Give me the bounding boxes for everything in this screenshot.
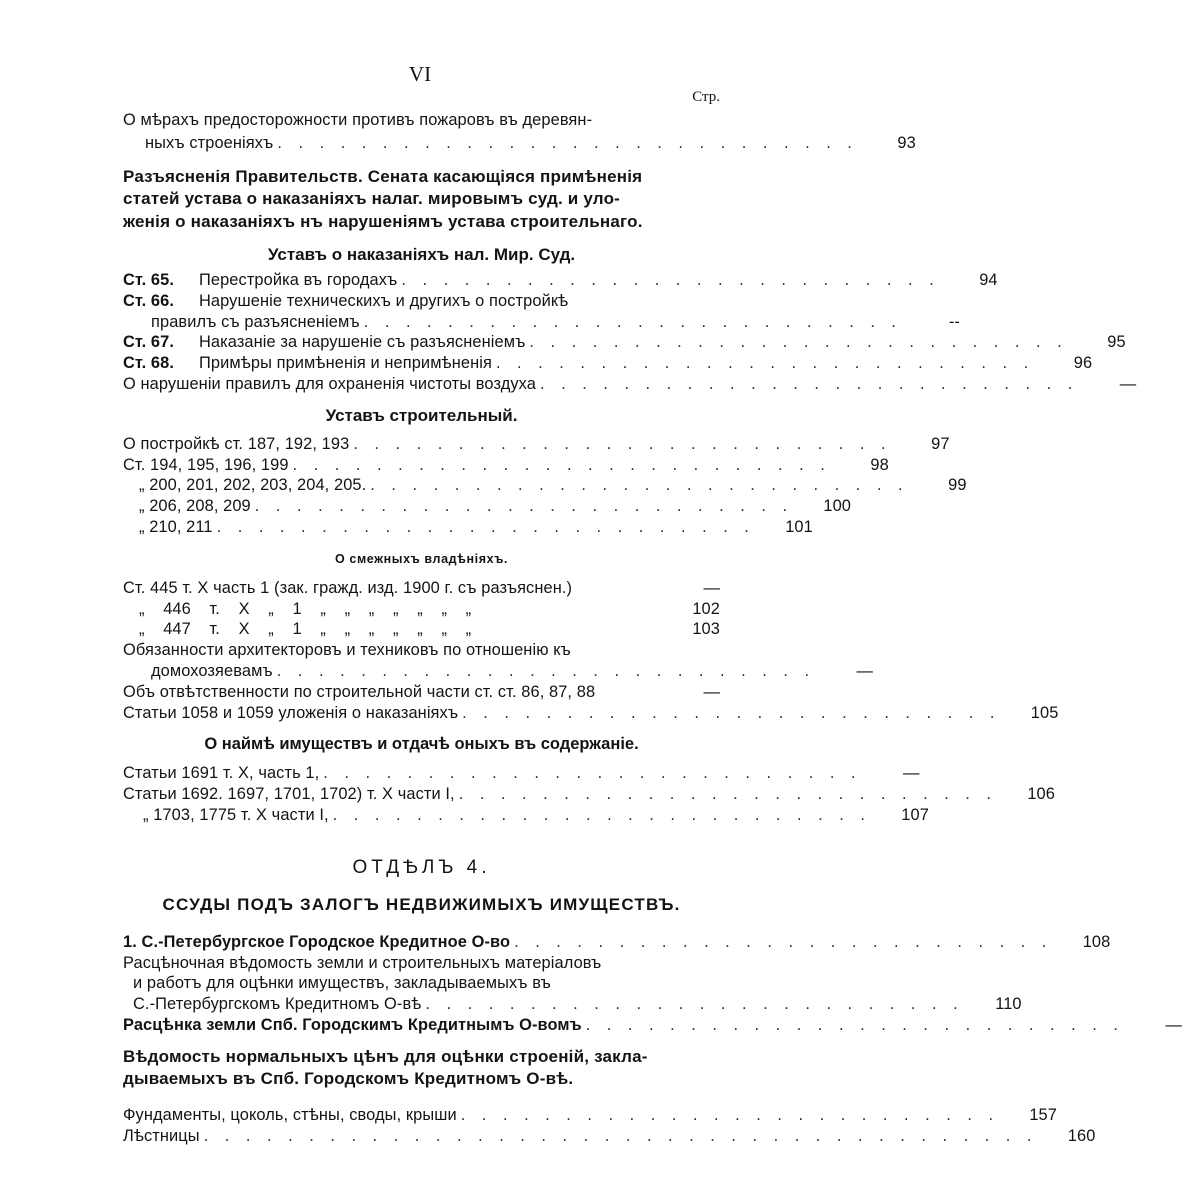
toc-entry-text: „ 206, 208, 209 bbox=[139, 497, 251, 516]
toc-entry-text: Статьи 1692. 1697, 1701, 1702) т. X части I, bbox=[123, 785, 455, 804]
leader-dots: . . . . . . . . . . . . . . . . . . . . . . . . . . bbox=[514, 932, 1053, 951]
toc-entry-text: Фундаменты, цоколь, стѣны, своды, крыши bbox=[123, 1105, 457, 1124]
leader-dots: . . . . . . . . . . . . . . . . . . . . . . . . . . bbox=[370, 476, 909, 495]
article-number: Ст. 66. bbox=[123, 291, 175, 310]
page-ref: 106 bbox=[1027, 785, 1055, 804]
toc-entry-text: домохозяевамъ bbox=[151, 662, 273, 681]
section-title-otdel: ОТДѢЛЪ 4. bbox=[352, 856, 491, 878]
page-ref: — bbox=[703, 682, 720, 701]
page-ref: — bbox=[1165, 1016, 1182, 1035]
toc-entry-text: Объ отвѣтственности по строительной части ст. ст. 86, 87, 88 bbox=[123, 682, 596, 701]
section-subtitle-ssudy: ССУДЫ ПОДЪ ЗАЛОГЪ НЕДВИЖИМЫХЪ ИМУЩЕСТВЪ. bbox=[162, 894, 681, 914]
toc-entry-text: Расцѣночная вѣдомость земли и строительныхъ матеріаловъ bbox=[123, 953, 602, 972]
page-ref: 101 bbox=[785, 518, 813, 537]
leader-dots: . . . . . . . . . . . . . . . . . . . . . . . . . . bbox=[332, 806, 871, 825]
page-ref: 93 bbox=[897, 133, 916, 152]
article-number: Ст. 68. bbox=[123, 354, 175, 373]
toc-entry-text: ныхъ строеніяхъ bbox=[145, 133, 274, 152]
leader-dots: . . . . . . . . . . . . . . . . . . . . . . . . . . bbox=[529, 333, 1068, 352]
page-ref: 102 bbox=[692, 599, 720, 618]
toc-entry-text: правилъ съ разъясненіемъ bbox=[151, 312, 360, 331]
toc-entry-fire bbox=[123, 110, 916, 154]
leader-dots: . . . . . . . . . . . . . . . . . . . . . . . . . . bbox=[460, 1105, 999, 1124]
page-ref: 100 bbox=[823, 497, 852, 516]
heading-line: Вѣдомость нормальныхъ цѣнъ для оцѣнки строеній, закла- bbox=[123, 1046, 648, 1066]
page-number: VI bbox=[408, 62, 432, 86]
toc-entry-text: О мѣрахъ предосторожности противъ пожаровъ въ деревян- bbox=[123, 111, 593, 129]
toc-entry-text: О нарушеніи правилъ для охраненія чистоты воздуха bbox=[123, 375, 537, 394]
toc-entry-text: Примѣры примѣненія и непримѣненія bbox=[199, 354, 492, 373]
page-ref: 160 bbox=[1067, 1126, 1096, 1145]
article-number: Ст. 67. bbox=[123, 333, 175, 352]
leader-dots: . . . . . . . . . . . . . . . . . . . . . . . . . . bbox=[401, 271, 940, 290]
toc-entry-text: „ 446 т. X „ 1 „ „ „ „ „ „ „ bbox=[139, 599, 472, 618]
page-ref: — bbox=[1119, 375, 1137, 394]
leader-dots: . . . . . . . . . . . . . . . . . . . . . . . . . . bbox=[425, 995, 964, 1014]
vedomost-heading bbox=[123, 1046, 720, 1091]
leader-dots: . . . . . . . . . . . . . . . . . . . . . . . . . . bbox=[254, 497, 794, 516]
toc-entry-text: Ст. 445 т. X часть 1 (зак. гражд. изд. 1900 г. съ разъяснен.) bbox=[123, 578, 573, 597]
leader-dots: . . . . . . . . . . . . . . . . . . . . . . . . . . bbox=[540, 375, 1079, 394]
leader-dots: . . . . . . . . . . . . . . . . . . . . . . . . . . bbox=[495, 354, 1035, 373]
page-ref: 97 bbox=[931, 434, 950, 453]
senate-heading bbox=[123, 166, 720, 234]
leader-dots: . . . . . . . . . . . . . . . . . . . . . . . . . . bbox=[353, 434, 892, 453]
toc-entry-text: Расцѣнка земли Спб. Городскимъ Кредитнымъ О-вомъ bbox=[123, 1016, 582, 1035]
heading-line: Разъясненія Правительств. Сената касающіяся примѣненія bbox=[123, 166, 643, 186]
leader-dots: . . . . . . . . . . . . . . . . . . . . . . . . . . bbox=[292, 455, 831, 474]
toc-entry-text: „ 210, 211 bbox=[139, 518, 213, 537]
leader-dots: . . . . . . . . . . . . . . . . . . . . . . . . . . bbox=[323, 764, 862, 783]
toc-entry-text: и работъ для оцѣнки имуществъ, закладываемыхъ въ bbox=[133, 974, 551, 993]
toc-entry-text: Обязанности архитекторовъ и техниковъ по отношенію къ bbox=[123, 641, 571, 660]
heading-line: женія о наказаніяхъ нъ нарушеніямъ устава строительнаго. bbox=[123, 211, 643, 231]
toc-entry-text: Статьи 1691 т. X, часть 1, bbox=[123, 764, 320, 783]
heading-line: дываемыхъ въ Спб. Городскомъ Кредитномъ О-вѣ. bbox=[123, 1069, 574, 1089]
toc-entry-text: Наказаніе за нарушеніе съ разъясненіемъ bbox=[199, 333, 526, 352]
toc-entry-text: Статьи 1058 и 1059 уложенія о наказаніяхъ bbox=[123, 703, 459, 722]
toc-entry-text: „ 447 т. X „ 1 „ „ „ „ „ „ „ bbox=[139, 620, 472, 639]
page-ref: 94 bbox=[979, 271, 998, 290]
page-ref: — bbox=[856, 662, 874, 681]
page-ref: 157 bbox=[1029, 1105, 1057, 1124]
toc-entry-text: „ 1703, 1775 т. X части I, bbox=[143, 806, 329, 825]
page-ref: 108 bbox=[1082, 932, 1111, 951]
section-heading-stroit: Уставъ строительный. bbox=[325, 405, 518, 425]
page-ref: -- bbox=[948, 312, 960, 331]
leader-dots: . . . . . . . . . . . . . . . . . . . . . . . . . . bbox=[216, 518, 755, 537]
page-ref: — bbox=[903, 764, 920, 783]
page-ref: 105 bbox=[1030, 703, 1059, 722]
leader-dots: . . . . . . . . . . . . . . . . . . . . . . . . . . bbox=[276, 662, 816, 681]
page-ref: — bbox=[703, 578, 720, 597]
leader-dots: . . . . . . . . . . . . . . . . . . . . . . . . . . bbox=[462, 703, 1001, 722]
leader-dots: . . . . . . . . . . . . . . . . . . . . . . . . . . bbox=[585, 1016, 1124, 1035]
table-of-contents bbox=[123, 110, 1182, 1146]
leader-dots: . . . . . . . . . . . . . . . . . . . . . . . . . . . . . . . . . . . . . . . . bbox=[203, 1126, 1038, 1145]
toc-entry-text: Ст. 194, 195, 196, 199 bbox=[123, 455, 289, 474]
page-ref: 98 bbox=[870, 455, 889, 474]
page-ref: 107 bbox=[901, 806, 929, 825]
section-heading-smezh: О смежныхъ владѣніяхъ. bbox=[335, 551, 508, 566]
page-ref: 99 bbox=[948, 476, 967, 495]
leader-dots: . . . . . . . . . . . . . . . . . . . . . . . . . . bbox=[363, 312, 902, 331]
toc-entry-text: „ 200, 201, 202, 203, 204, 205. bbox=[139, 476, 367, 495]
toc-entry-text: Перестройка въ городахъ bbox=[199, 271, 398, 290]
toc-entry-text: О постройкѣ ст. 187, 192, 193 bbox=[123, 434, 350, 453]
page-column-header: Стр. bbox=[692, 89, 720, 105]
section-heading-naim: О наймѣ имуществъ и отдачѣ оныхъ въ содержаніе. bbox=[204, 735, 639, 754]
toc-entry-text: 1. С.-Петербургское Городское Кредитное О-во bbox=[123, 932, 511, 951]
page-ref: 110 bbox=[995, 995, 1022, 1014]
leader-dots: . . . . . . . . . . . . . . . . . . . . . . . . . . bbox=[458, 785, 997, 804]
toc-entry-text: С.-Петербургскомъ Кредитномъ О-вѣ bbox=[133, 995, 422, 1014]
toc-entry-text: Нарушеніе техническихъ и другихъ о постройкѣ bbox=[199, 291, 569, 310]
page-ref: 95 bbox=[1107, 333, 1126, 352]
page-ref: 103 bbox=[692, 620, 720, 639]
article-number: Ст. 65. bbox=[123, 271, 175, 290]
section-heading-mir-sud: Уставъ о наказаніяхъ нал. Мир. Суд. bbox=[267, 245, 576, 265]
page-ref: 96 bbox=[1073, 354, 1093, 373]
toc-entry-text: Лѣстницы bbox=[123, 1126, 200, 1145]
leader-dots: . . . . . . . . . . . . . . . . . . . . . . . . . . . . bbox=[277, 133, 858, 152]
heading-line: статей устава о наказаніяхъ налаг. мировымъ суд. и уло- bbox=[123, 189, 621, 209]
